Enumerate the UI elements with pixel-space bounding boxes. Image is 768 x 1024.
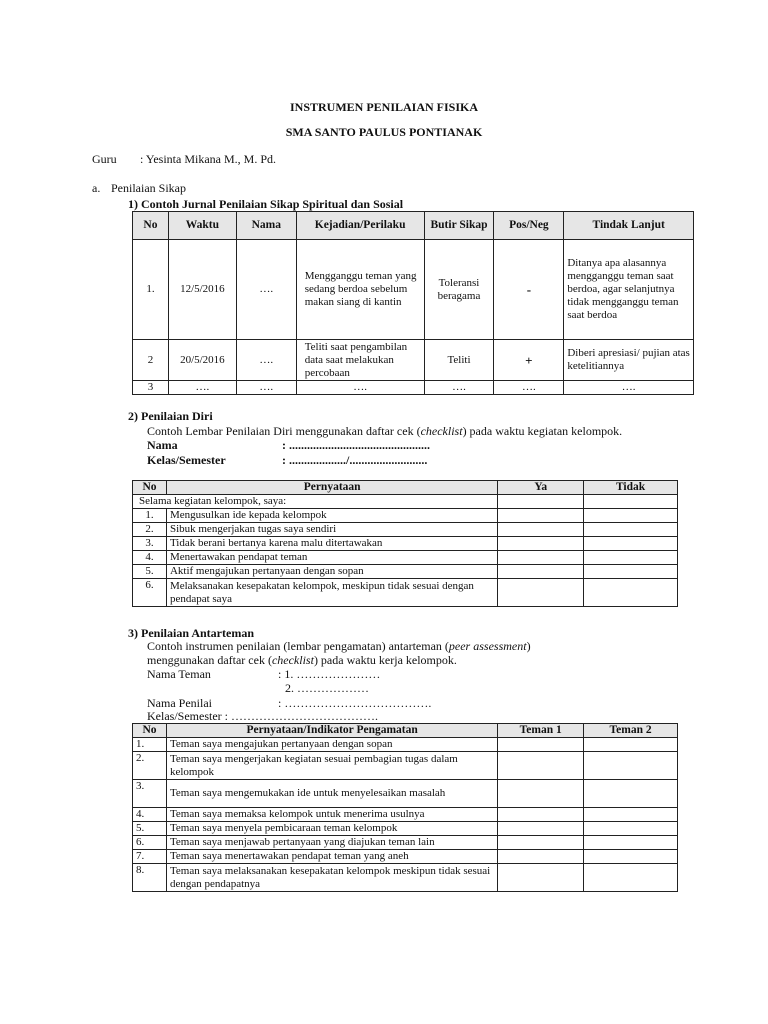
table-cell: …. [494,381,564,395]
column-header: Pernyataan/Indikator Pengamatan [166,724,497,738]
table-row [133,850,678,864]
column-header: No [133,724,167,738]
table-row [133,808,678,822]
column-header: Teman 1 [498,724,584,738]
desc-text: menggunakan daftar cek ( [147,653,272,667]
table-cell: Aktif mengajukan pertanyaan dengan sopan [166,565,497,579]
table-cell: Teliti saat pengambilan data saat melakukan percobaan [296,340,424,381]
table-header-row [133,481,678,495]
subsection-2-title: 2) Penilaian Diri [128,409,213,423]
table-row [133,822,678,836]
table-cell: 3. [133,780,167,808]
desc-text: ) pada waktu kerja kelompok. [313,653,457,667]
table-cell: Mengusulkan ide kepada kelompok [166,509,497,523]
checkbox-cell-tidak[interactable] [584,509,678,523]
table-cell: Menertawakan pendapat teman [166,551,497,565]
table-cell: …. [564,381,694,395]
table-cell: 20/5/2016 [168,340,236,381]
checkbox-cell-tidak[interactable] [584,579,678,607]
kelas-label: Kelas/Semester [147,453,226,467]
desc-text: Contoh Lembar Penilaian Diri menggunakan daftar cek ( [147,424,421,438]
table-cell: …. [296,381,424,395]
table-cell: 2 [133,340,169,381]
column-header: Waktu [168,212,236,240]
table-cell: + [494,340,564,381]
table-cell: 6. [133,579,167,607]
table-cell: 7. [133,850,167,864]
table-cell: - [494,240,564,340]
table-cell: …. [236,340,296,381]
table-row [133,523,678,537]
checkbox-cell-teman-2[interactable] [584,822,678,836]
section-a-label: a. [92,181,101,195]
table-cell: Teman saya mengerjakan kegiatan sesuai pembagian tugas dalam kelompok [166,752,497,780]
table-cell: 1. [133,738,167,752]
peer-assessment-description [147,639,531,653]
desc-text: Contoh instrumen penilaian (lembar pengamatan) antarteman ( [147,639,449,653]
checkbox-cell-teman-2[interactable] [584,808,678,822]
nama-penilai-label: Nama Penilai [147,696,212,710]
table-row [133,864,678,892]
checkbox-cell-teman-1[interactable] [498,850,584,864]
table-header-row [133,212,694,240]
nama-teman-label: Nama Teman [147,667,211,681]
subsection-3-title: 3) Penilaian Antarteman [128,626,254,640]
checkbox-cell-ya[interactable] [498,551,584,565]
table-row [133,551,678,565]
desc-text-italic: checklist [420,424,463,438]
nama-teman-1-field: : 1. ………………… [278,667,381,681]
checkbox-cell-tidak[interactable] [584,551,678,565]
checkbox-cell-ya[interactable] [498,495,584,509]
document-title: INSTRUMEN PENILAIAN FISIKA [289,100,479,114]
checkbox-cell-teman-2[interactable] [584,752,678,780]
checkbox-cell-teman-2[interactable] [584,780,678,808]
table-cell: 12/5/2016 [168,240,236,340]
table-cell: Teman saya menjawab pertanyaan yang diajukan teman lain [166,836,497,850]
table-row [133,509,678,523]
school-name: SMA SANTO PAULUS PONTIANAK [285,125,483,139]
checkbox-cell-ya[interactable] [498,509,584,523]
table-cell: Mengganggu teman yang sedang berdoa sebelum makan siang di kantin [296,240,424,340]
checkbox-cell-tidak[interactable] [584,565,678,579]
column-header: Pos/Neg [494,212,564,240]
peer-assessment-table [132,723,678,892]
table-intro-cell: Selama kegiatan kelompok, saya: [133,495,498,509]
column-header: Tidak [584,481,678,495]
checkbox-cell-teman-1[interactable] [498,864,584,892]
checkbox-cell-tidak[interactable] [584,537,678,551]
table-cell: 3 [133,381,169,395]
self-assessment-table [132,480,678,607]
column-header: Nama [236,212,296,240]
table-cell: 1. [133,240,169,340]
table-row [133,381,694,395]
table-row [133,495,678,509]
desc-text: ) pada waktu kegiatan kelompok. [462,424,623,438]
checkbox-cell-teman-2[interactable] [584,738,678,752]
peer-assessment-description-2 [147,653,457,667]
table-cell: 2. [133,523,167,537]
column-header: Tindak Lanjut [564,212,694,240]
table-cell: …. [168,381,236,395]
guru-label: Guru [92,152,117,166]
table-cell: …. [424,381,494,395]
table-row [133,340,694,381]
column-header: Ya [498,481,584,495]
desc-text-italic: checklist [271,653,314,667]
table-cell: Sibuk mengerjakan tugas saya sendiri [166,523,497,537]
checkbox-cell-ya[interactable] [498,579,584,607]
table-cell: 5. [133,822,167,836]
checkbox-cell-ya[interactable] [498,523,584,537]
table-row [133,836,678,850]
table-cell: 3. [133,537,167,551]
table-cell: Toleransi beragama [424,240,494,340]
table-cell: Teman saya mengemukakan ide untuk menyelesaikan masalah [166,780,497,808]
checkbox-cell-ya[interactable] [498,565,584,579]
checkbox-cell-teman-1[interactable] [498,738,584,752]
table-row [133,752,678,780]
column-header: Kejadian/Perilaku [296,212,424,240]
table-cell: Teman saya mengajukan pertanyaan dengan sopan [166,738,497,752]
column-header: Pernyataan [166,481,497,495]
table-cell: 6. [133,836,167,850]
table-cell: Ditanya apa alasannya mengganggu teman saat berdoa, agar selanjutnya tidak mengganggu teman saat berdoa [564,240,694,340]
table-cell: …. [236,381,296,395]
column-header: No [133,481,167,495]
table-cell: Tidak berani bertanya karena malu ditertawakan [166,537,497,551]
nama-teman-2-field: 2. ……………… [285,681,369,695]
subsection-1-title: 1) Contoh Jurnal Penilaian Sikap Spiritual dan Sosial [128,197,404,211]
desc-text-italic: peer assessment [448,639,527,653]
checkbox-cell-teman-1[interactable] [498,780,584,808]
checkbox-cell-tidak[interactable] [584,495,678,509]
table-cell: Teman saya memaksa kelompok untuk menerima usulnya [166,808,497,822]
checkbox-cell-teman-2[interactable] [584,850,678,864]
table-row [133,780,678,808]
nama-penilai-field: : ………………………………. [278,696,432,710]
self-assessment-description [147,424,622,438]
column-header: Butir Sikap [424,212,494,240]
table-cell: 4. [133,808,167,822]
table-cell: 8. [133,864,167,892]
table-cell: Diberi apresiasi/ pujian atas ketelitiannya [564,340,694,381]
checkbox-cell-tidak[interactable] [584,523,678,537]
column-header: No [133,212,169,240]
table-header-row [133,724,678,738]
section-a-title: Penilaian Sikap [111,181,186,195]
table-cell: 4. [133,551,167,565]
table-cell: Teman saya menertawakan pendapat teman yang aneh [166,850,497,864]
table-row [133,240,694,340]
table-cell: Melaksanakan kesepakatan kelompok, meskipun tidak sesuai dengan pendapat saya [166,579,497,607]
table-cell: Teliti [424,340,494,381]
desc-text: ) [526,639,531,653]
checkbox-cell-teman-1[interactable] [498,822,584,836]
checkbox-cell-teman-1[interactable] [498,836,584,850]
kelas-semester-line: Kelas/Semester : ………………………………. [147,709,378,723]
nama-label: Nama [147,438,178,452]
table-cell: Teman saya melaksanakan kesepakatan kelompok meskipun tidak sesuai dengan pendapatnya [166,864,497,892]
checkbox-cell-ya[interactable] [498,537,584,551]
table-row [133,738,678,752]
column-header: Teman 2 [584,724,678,738]
checkbox-cell-teman-1[interactable] [498,808,584,822]
table-row [133,537,678,551]
guru-value: : Yesinta Mikana M., M. Pd. [140,152,277,166]
table-row [133,579,678,607]
table-cell: 5. [133,565,167,579]
table-cell: 1. [133,509,167,523]
table-cell: Teman saya menyela pembicaraan teman kelompok [166,822,497,836]
table-row [133,565,678,579]
checkbox-cell-teman-2[interactable] [584,836,678,850]
checkbox-cell-teman-1[interactable] [498,752,584,780]
table-cell: 2. [133,752,167,780]
attitude-journal-table [132,211,694,395]
nama-field: : ............................................... [282,438,430,452]
checkbox-cell-teman-2[interactable] [584,864,678,892]
table-cell: …. [236,240,296,340]
kelas-field: : .................../.......................... [282,453,428,467]
